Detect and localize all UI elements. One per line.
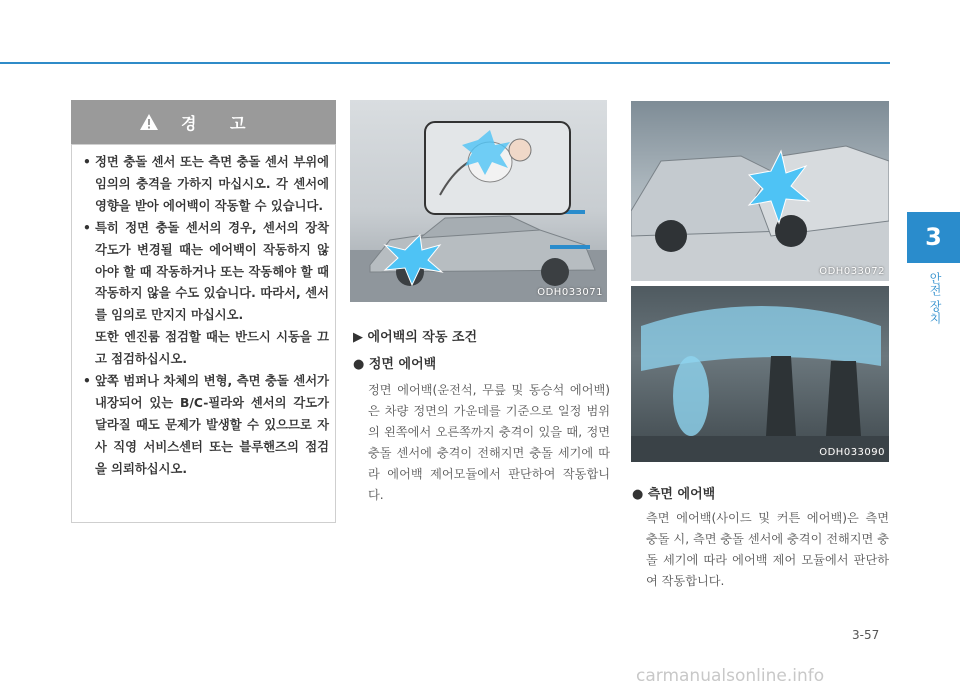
image-code: ODH033090 (819, 447, 885, 458)
condition-heading: ▶ 에어백의 작동 조건 (353, 330, 478, 345)
warning-item-text: 앞쪽 범퍼나 차체의 변형, 측면 충돌 센서가 내장되어 있는 B/C-필라와 센서의 각도가 달라질 때도 문제가 발생할 수 있으므로 자사 직영 서비스센터 또는 블루핸즈의 점검을 의뢰하십시오. (95, 374, 329, 476)
page-number: 3-57 (852, 628, 880, 642)
warning-header (71, 100, 336, 144)
front-airbag-illustration (350, 100, 607, 302)
watermark: carmanualsonline.info (636, 666, 825, 686)
chapter-tab (907, 212, 960, 263)
warning-title: 경 고 (181, 114, 260, 133)
side-airbag-text: 측면 에어백(사이드 및 커튼 에어백)은 측면 충돌 시, 측면 충돌 센서에 충격이 전해지면 충돌 세기에 따라 에어백 제어 모듈에서 판단하여 작동합니다. (646, 511, 889, 588)
image-code: ODH033071 (537, 287, 603, 298)
warning-item (81, 371, 329, 481)
warning-triangle-icon (139, 113, 159, 131)
warning-item-text: 정면 충돌 센서 또는 측면 충돌 센서 부위에 임의의 충격을 가하지 마십시오. 각 센서에 영향을 받아 에어백이 작동할 수 있습니다. (95, 155, 329, 213)
bullet: • (83, 220, 91, 235)
warning-item (81, 218, 329, 371)
image-code: ODH033072 (819, 266, 885, 277)
warning-item (81, 152, 329, 218)
warning-item-note: 또한 엔진룸 점검할 때는 반드시 시동을 끄고 점검하십시오. (95, 330, 329, 367)
warning-box (71, 100, 336, 523)
side-airbag-heading: ● 측면 에어백 (632, 487, 716, 502)
front-impact-drawing (350, 100, 607, 302)
warning-item-text: 특히 정면 충돌 센서의 경우, 센서의 장착 각도가 변경될 때는 에어백이 작동하지 않아야 할 때 작동하거나 또는 작동해야 할 때 작동하지 않을 수도 있습니다. 따라서, 센서를 임의로 만지지 마십시오. (95, 220, 329, 323)
warning-list (81, 152, 329, 481)
curtain-airbag-illustration (631, 286, 889, 462)
front-airbag-heading: ● 정면 에어백 (353, 357, 437, 372)
bullet: • (83, 155, 91, 169)
side-impact-drawing (631, 101, 889, 281)
front-airbag-text: 정면 에어백(운전석, 무릎 및 동승석 에어백)은 차량 정면의 가운데를 기준으로 일정 범위의 왼쪽에서 오른쪽까지 충격이 있을 때, 정면 충돌 센서에 충격이 전해지면 충돌 세기에 따라 에어백 제어모듈에서 판단하여 작동합니다. (368, 383, 610, 502)
chapter-number: 3 (925, 223, 942, 251)
side-impact-illustration (631, 101, 889, 281)
chapter-label: 안전 장치 (928, 272, 942, 324)
header-rule (0, 62, 890, 64)
bullet: • (83, 374, 91, 389)
curtain-airbag-drawing (631, 286, 889, 462)
